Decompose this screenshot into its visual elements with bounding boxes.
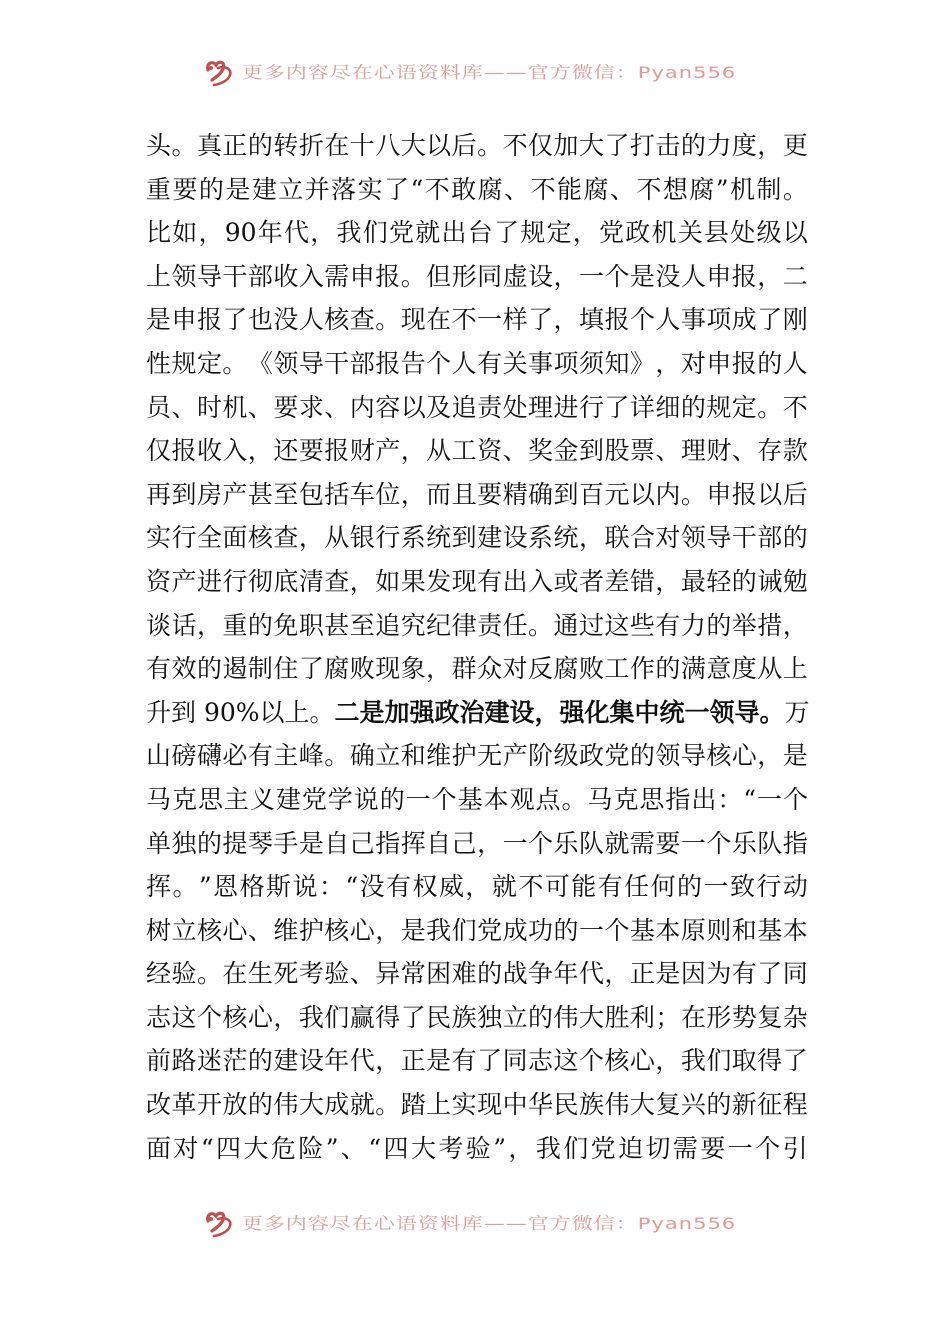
line-text: 仅 报 收 入 ， 还 要 报 财 产 ， 从 工 资 、 奖 金 到 股 票 、 理 财 、 存 款 xyxy=(146,436,808,466)
text-line xyxy=(146,168,808,212)
line-text: 性 规 定 。 《 领 导 干 部 报 告 个 人 有 关 事 项 须 知 》 ， 对 申 报 的 人 xyxy=(146,348,808,378)
header-watermark xyxy=(0,52,950,92)
watermark-text: 更多内容尽在心语资料库——官方微信：Pyan556 xyxy=(241,1214,737,1234)
text-line xyxy=(146,211,808,255)
text-line xyxy=(146,516,808,560)
text-line xyxy=(146,1127,808,1171)
line-text: 前 路 迷 茫 的 建 设 年 代 ， 正 是 有 了 同 志 这 个 核 心 ， 我 们 取 得 了 xyxy=(146,1046,808,1076)
text-line xyxy=(146,560,808,604)
text-line xyxy=(146,124,808,168)
watermark-text: 更多内容尽在心语资料库——官方微信：Pyan556 xyxy=(241,63,737,83)
document-body xyxy=(146,124,808,1170)
line-text: 单 独 的 提 琴 手 是 自 己 指 挥 自 己 ， 一 个 乐 队 就 需 要 一 个 乐 队 指 xyxy=(146,828,808,858)
text-line xyxy=(146,255,808,299)
line-text: 员 、 时 机 、 要 求 、 内 容 以 及 追 责 处 理 进 行 了 详 细 的 规 定 。 不 xyxy=(146,392,808,422)
text-line xyxy=(146,909,808,953)
line-text: 山 磅 礴 必 有 主 峰 。 确 立 和 维 护 无 产 阶 级 政 党 的 领 导 核 心 ， 是 xyxy=(146,741,808,771)
text-line xyxy=(146,734,808,778)
line-text: 头 。 真 正 的 转 折 在 十 八 大 以 后 。 不 仅 加 大 了 打 击 的 力 度 ， 更 xyxy=(146,131,808,160)
text-line xyxy=(146,473,808,517)
text-line xyxy=(146,1083,808,1127)
line-text: 谈 话 ， 重 的 免 职 甚 至 追 究 纪 律 责 任 。 通 过 这 些 有 力 的 举 措 ， xyxy=(146,610,808,640)
line-text: 上 领 导 干 部 收 入 需 申 报 。 但 形 同 虚 设 ， 一 个 是 没 人 申 报 ， 二 xyxy=(146,261,808,291)
text-line xyxy=(146,647,808,691)
text-line xyxy=(146,1039,808,1083)
line-text: 树 立 核 心 、 维 护 核 心 ， 是 我 们 党 成 功 的 一 个 基 本 原 则 和 基 本 xyxy=(146,915,808,945)
line-text: 挥 。 ” 恩 格 斯 说 ： “ 没 有 权 威 ， 就 不 可 能 有 任 何 的 一 致 行 动 xyxy=(146,872,808,902)
text-line xyxy=(146,996,808,1040)
text-line xyxy=(146,604,808,648)
footer-watermark xyxy=(0,1203,950,1243)
line-text: 实 行 全 面 核 查 ， 从 银 行 系 统 到 建 设 系 统 ， 联 合 对 领 导 干 部 的 xyxy=(146,523,808,553)
text-line xyxy=(146,386,808,430)
line-text: 是 申 报 了 也 没 人 核 查 。 现 在 不 一 样 了 ， 填 报 个 人 事 项 成 了 刚 xyxy=(146,305,808,335)
line-text: 重 要 的 是 建 立 并 落 实 了 “ 不 敢 腐 、 不 能 腐 、 不 想 腐 ” 机 制 。 xyxy=(146,174,808,204)
bold-heading: 二是加强政治建设，强化集中统一领导。 xyxy=(334,697,785,727)
heart-logo-icon xyxy=(202,56,238,88)
text-line xyxy=(146,952,808,996)
line-text: 改 革 开 放 的 伟 大 成 就 。 踏 上 实 现 中 华 民 族 伟 大 复 兴 的 新 征 程 xyxy=(146,1090,808,1120)
line-text: 升到 90%以上。 xyxy=(146,697,335,727)
text-line xyxy=(146,865,808,909)
line-text: 面 对 “ 四 大 危 险 ” 、 “ 四 大 考 验 ” ， 我 们 党 迫 切 需 要 一 个 引 xyxy=(146,1133,808,1163)
text-line xyxy=(146,822,808,866)
line-text: 志 这 个 核 心 ， 我 们 赢 得 了 民 族 独 立 的 伟 大 胜 利 ； 在 形 势 复 杂 xyxy=(146,1002,808,1032)
text-line xyxy=(146,298,808,342)
line-text: 资 产 进 行 彻 底 清 查 ， 如 果 发 现 有 出 入 或 者 差 错 ， 最 轻 的 诫 勉 xyxy=(146,566,808,596)
line-text: 经 验 。 在 生 死 考 验 、 异 常 困 难 的 战 争 年 代 ， 正 是 因 为 有 了 同 xyxy=(146,959,808,989)
text-line xyxy=(146,342,808,386)
line-text: 马 克 思 主 义 建 党 学 说 的 一 个 基 本 观 点 。 马 克 思 指 出 ： “ 一 个 xyxy=(146,784,808,814)
line-text: 万 xyxy=(784,697,810,727)
line-text: 有 效 的 遏 制 住 了 腐 败 现 象 ， 群 众 对 反 腐 败 工 作 的 满 意 度 从 上 xyxy=(146,654,808,684)
text-line xyxy=(146,778,808,822)
text-line xyxy=(146,691,808,735)
line-text: 再 到 房 产 甚 至 包 括 车 位 ， 而 且 要 精 确 到 百 元 以 内 。 申 报 以 后 xyxy=(146,479,808,509)
heart-logo-icon xyxy=(202,1207,238,1239)
text-line xyxy=(146,429,808,473)
line-text: 比 如 ， 90 年 代 ， 我 们 党 就 出 台 了 规 定 ， 党 政 机 关 县 处 级 以 xyxy=(146,218,808,248)
